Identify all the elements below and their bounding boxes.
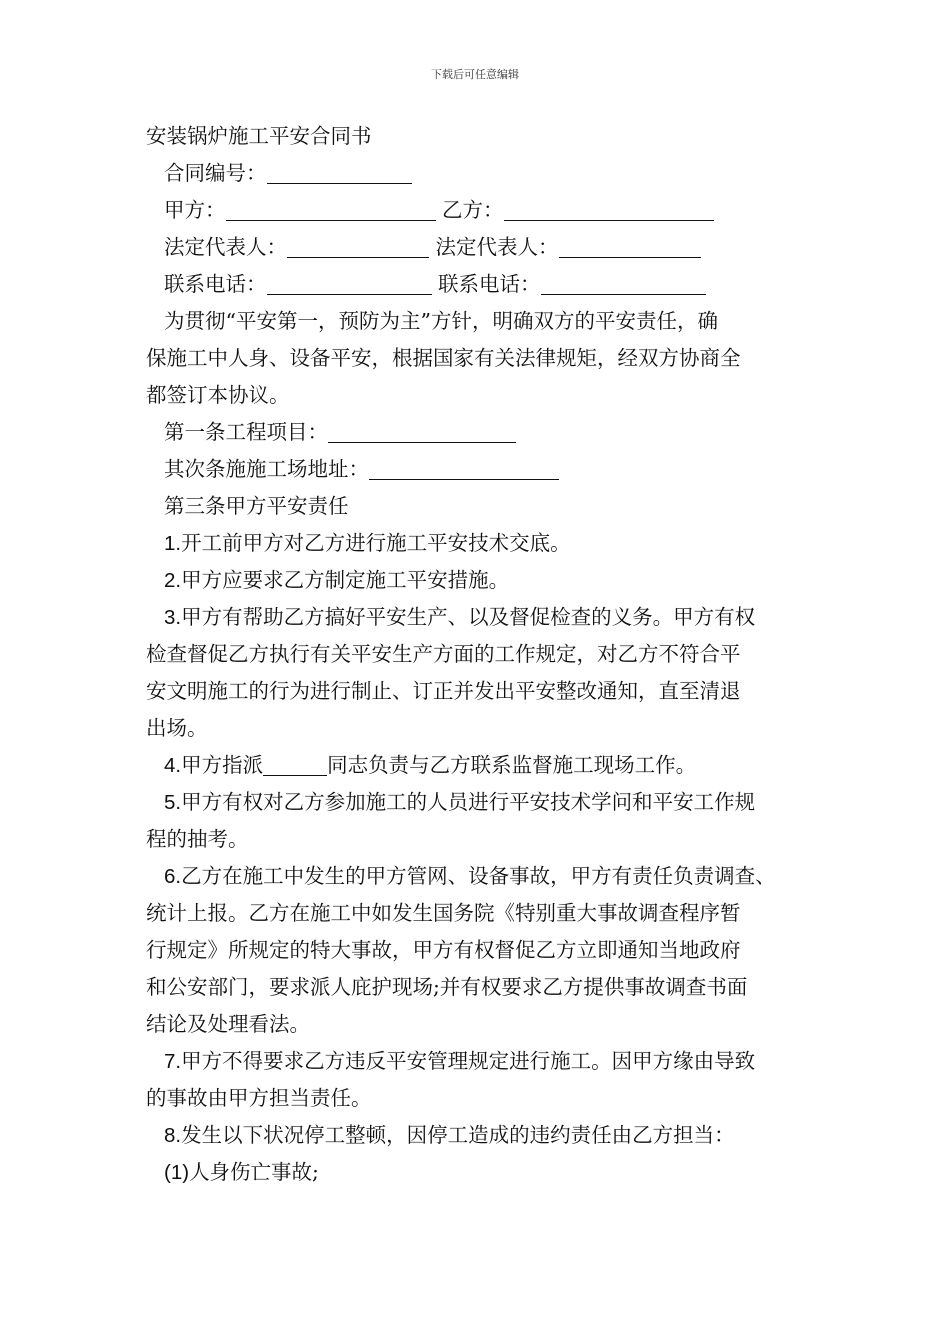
- item-number: 7.: [164, 1050, 182, 1073]
- item-text: 安文明施工的行为进行制止、订正并发出平安整改通知，直至清退: [146, 679, 741, 703]
- contract-number-row: [146, 155, 816, 192]
- site-address-field[interactable]: [369, 457, 559, 480]
- phone-b-field[interactable]: [541, 272, 706, 295]
- subitem-1: [146, 1154, 816, 1191]
- party-a-label: 甲方：: [164, 198, 226, 222]
- item-number: 1.: [164, 532, 182, 555]
- legal-rep-row: [146, 229, 816, 266]
- article-3-title: 第三条甲方平安责任: [164, 494, 349, 518]
- item-4: [146, 747, 816, 784]
- item-8: [146, 1117, 816, 1154]
- item-text: 检查督促乙方执行有关平安生产方面的工作规定，对乙方不符合平: [146, 642, 741, 666]
- contract-number-field[interactable]: [267, 161, 412, 184]
- article-1-label: 第一条工程项目：: [164, 420, 328, 444]
- item-6: [146, 858, 816, 1043]
- item-text: 同志负责与乙方联系监督施工现场工作。: [327, 753, 697, 777]
- item-text: 出场。: [146, 716, 208, 740]
- party-a-field[interactable]: [226, 198, 436, 221]
- item-text: 结论及处理看法。: [146, 1012, 310, 1036]
- item-text: 甲方指派: [181, 753, 264, 777]
- page-header: 下载后可任意编辑: [431, 68, 519, 81]
- item-text: 乙方在施工中发生的甲方管网、设备事故，甲方有责任负责调查、: [181, 864, 776, 888]
- party-b-field[interactable]: [504, 198, 714, 221]
- item-number: 3.: [164, 606, 182, 629]
- item-text: 和公安部门，要求派人庇护现场;并有权要求乙方提供事故调查书面: [146, 975, 748, 999]
- phone-a-label: 联系电话：: [164, 272, 267, 296]
- item-number: 2.: [164, 569, 182, 592]
- item-number: 6.: [164, 865, 182, 888]
- supervisor-name-field[interactable]: [263, 753, 327, 776]
- item-5: [146, 784, 816, 858]
- subitem-text: 人身伤亡事故;: [189, 1160, 319, 1184]
- item-text: 甲方应要求乙方制定施工平安措施。: [181, 568, 510, 592]
- item-text: 甲方有帮助乙方搞好平安生产、以及督促检查的义务。甲方有权: [181, 605, 756, 629]
- item-text: 甲方有权对乙方参加施工的人员进行平安技术学问和平安工作规: [181, 790, 756, 814]
- intro-paragraph: [146, 303, 816, 414]
- item-3: [146, 599, 816, 747]
- document-title: 安装锅炉施工平安合同书: [146, 124, 372, 148]
- parties-row: [146, 192, 816, 229]
- article-2-label: 其次条施施工场地址：: [164, 457, 369, 481]
- phone-row: [146, 266, 816, 303]
- legal-rep-a-field[interactable]: [287, 235, 429, 258]
- item-text: 发生以下状况停工整顿，因停工造成的违约责任由乙方担当：: [181, 1123, 735, 1147]
- document-body: [146, 118, 816, 1191]
- item-number: 5.: [164, 791, 182, 814]
- item-text: 的事故由甲方担当责任。: [146, 1086, 372, 1110]
- item-text: 甲方不得要求乙方违反平安管理规定进行施工。因甲方缘由导致: [181, 1049, 756, 1073]
- legal-rep-a-label: 法定代表人：: [164, 235, 287, 259]
- item-7: [146, 1043, 816, 1117]
- article-2-row: [146, 451, 816, 488]
- intro-line: 为贯彻“平安第一，预防为主”方针，明确双方的平安责任，确: [164, 309, 718, 333]
- phone-a-field[interactable]: [267, 272, 432, 295]
- item-text: 开工前甲方对乙方进行施工平安技术交底。: [181, 531, 571, 555]
- item-1: [146, 525, 816, 562]
- legal-rep-b-field[interactable]: [559, 235, 701, 258]
- project-field[interactable]: [328, 420, 516, 443]
- legal-rep-b-label: 法定代表人：: [435, 235, 559, 259]
- item-text: 行规定》所规定的特大事故，甲方有权督促乙方立即通知当地政府: [146, 938, 741, 962]
- phone-b-label: 联系电话：: [438, 272, 541, 296]
- item-2: [146, 562, 816, 599]
- intro-line: 保施工中人身、设备平安，根据国家有关法律规矩，经双方协商全: [146, 346, 741, 370]
- item-text: 程的抽考。: [146, 827, 249, 851]
- contract-number-label: 合同编号：: [164, 161, 267, 185]
- intro-line: 都签订本协议。: [146, 383, 290, 407]
- item-text: 统计上报。乙方在施工中如发生国务院《特别重大事故调查程序暂: [146, 901, 741, 925]
- item-number: 8.: [164, 1124, 182, 1147]
- article-1-row: [146, 414, 816, 451]
- item-number: 4.: [164, 754, 182, 777]
- party-b-label: 乙方：: [442, 198, 504, 222]
- subitem-number: (1): [164, 1161, 190, 1184]
